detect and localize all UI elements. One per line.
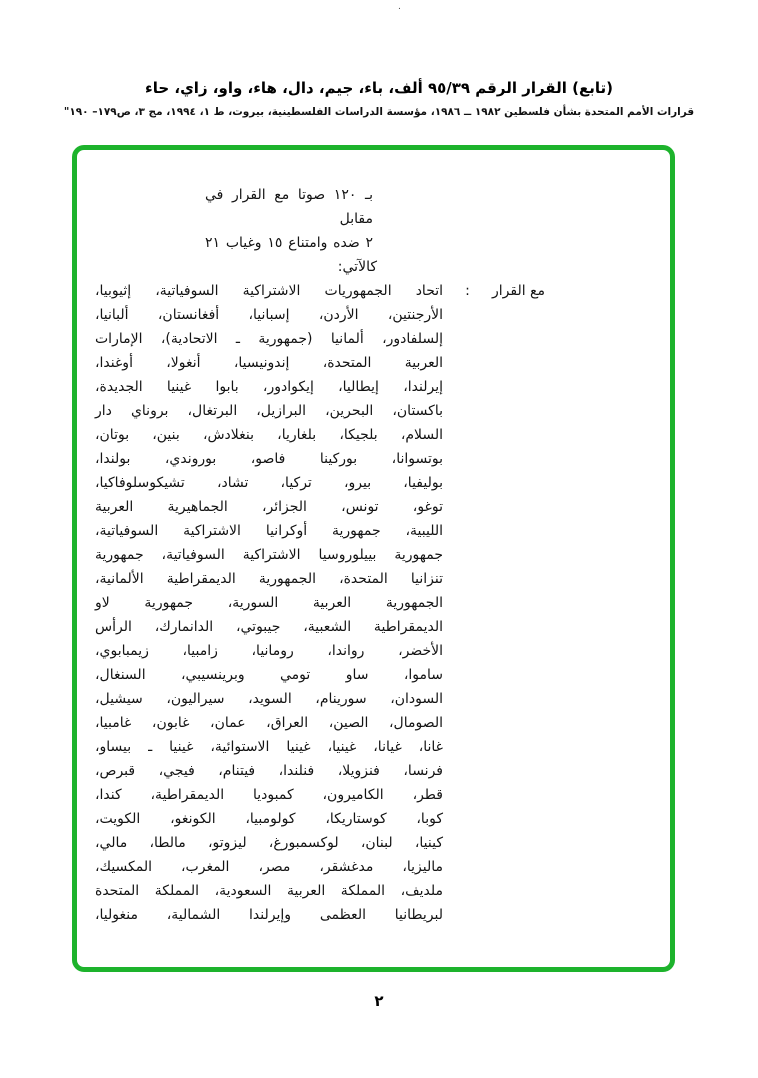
country-list-line: جمهورية بييلوروسيا الاشتراكية السوفياتية، جمهورية <box>95 547 443 563</box>
country-list-line: ساموا، ساو تومي وبرينسيبي، السنغال، <box>95 667 443 683</box>
source-citation: قرارات الأمم المتحدة بشأن فلسطين ١٩٨٢ ــ ١٩٨٦، مؤسسة الدراسات الفلسطينية، بيروت، ط ١، ١٩٩٤، مج ٣، ص١٧٩– ١٩٠" <box>63 106 695 118</box>
vote-result-border-box <box>72 145 675 972</box>
country-list-line: السودان، سورينام، السويد، سيراليون، سيشيل، <box>95 691 443 707</box>
country-list-line: العربية المتحدة، إندونيسيا، أنغولا، أوغندا، <box>95 355 443 371</box>
vote-result-content <box>95 183 545 927</box>
country-list-line: توغو، تونس، الجزائر، الجماهيرية العربية <box>95 499 443 515</box>
country-list-line: إيرلندا، إيطاليا، إيكوادور، بابوا غينيا الجديدة، <box>95 379 443 395</box>
country-list-line: إلسلفادور، ألمانيا (جمهورية ـ الاتحادية)، الإمارات <box>95 331 443 347</box>
country-list-line: غانا، غيانا، غينيا، غينيا الاستوائية، غينيا ـ بيساو، <box>95 739 443 755</box>
vote-stats-line: ٢ ضده وامتناع ١٥ وغياب ٢١ <box>205 235 374 251</box>
country-list-line: كوبا، كوستاريكا، كولومبيا، الكونغو، الكويت، <box>95 811 443 827</box>
country-list-line: السلام، بلجيكا، بلغاريا، بنغلادش، بنين، بوتان، <box>95 427 443 443</box>
country-list-line: بوليفيا، بيرو، تركيا، تشاد، تشيكوسلوفاكيا، <box>95 475 443 491</box>
country-list-line: ماليزيا، مدغشقر، مصر، المغرب، المكسيك، <box>95 859 443 875</box>
page-number: ٢ <box>374 992 384 1010</box>
country-list-line: الأخضر، رواندا، رومانيا، زامبيا، زيمبابوي، <box>95 643 443 659</box>
country-list-line: لبريطانيا العظمى وإيرلندا الشمالية، منغوليا، <box>95 907 443 923</box>
country-list-line: بوتسوانا، بوركينا فاصو، بوروندي، بولندا، <box>95 451 443 467</box>
document-header <box>0 76 758 120</box>
country-list-line: تنزانيا المتحدة، الجمهورية الديمقراطية الألمانية، <box>95 571 443 587</box>
following-label: كالآتي: <box>337 259 377 275</box>
country-list-line: كينيا، لبنان، لوكسمبورغ، ليزوتو، مالطا، مالي، <box>95 835 443 851</box>
resolution-title: (تابع) القرار الرقم ٩٥/٣٩ ألف، باء، جيم، دال، هاء، واو، زاي، حاء <box>145 79 613 97</box>
with-vote-colon: : <box>465 283 470 299</box>
with-vote-line <box>95 279 545 303</box>
country-list-line: الصومال، الصين، العراق، عمان، غابون، غامبيا، <box>95 715 443 731</box>
country-list-line: باكستان، البحرين، البرازيل، البرتغال، بروناي دار <box>95 403 443 419</box>
page-top-mark: . <box>398 2 401 12</box>
country-list-line: الأرجنتين، الأردن، إسبانيا، أفغانستان، ألبانيا، <box>95 307 443 323</box>
country-list-line: الجمهورية العربية السورية، جمهورية لاو <box>95 595 443 611</box>
with-vote-label: مع القرار <box>491 283 545 299</box>
country-list-line: الليبية، جمهورية أوكرانيا الاشتراكية السوفياتية، <box>95 523 443 539</box>
country-list-line: الديمقراطية الشعبية، جيبوتي، الدانمارك، الرأس <box>95 619 443 635</box>
country-list-line: فرنسا، فنزويلا، فنلندا، فيتنام، فيجي، قبرص، <box>95 763 443 779</box>
country-list-line: قطر، الكاميرون، كمبوديا الديمقراطية، كندا، <box>95 787 443 803</box>
country-list-line: اتحاد الجمهوريات الاشتراكية السوفياتية، إثيوبيا، <box>95 283 444 299</box>
vote-stats-line: بـ ١٢٠ صوتا مع القرار في مقابل <box>205 187 374 227</box>
country-list-line: ملديف، المملكة العربية السعودية، المملكة المتحدة <box>95 883 443 899</box>
